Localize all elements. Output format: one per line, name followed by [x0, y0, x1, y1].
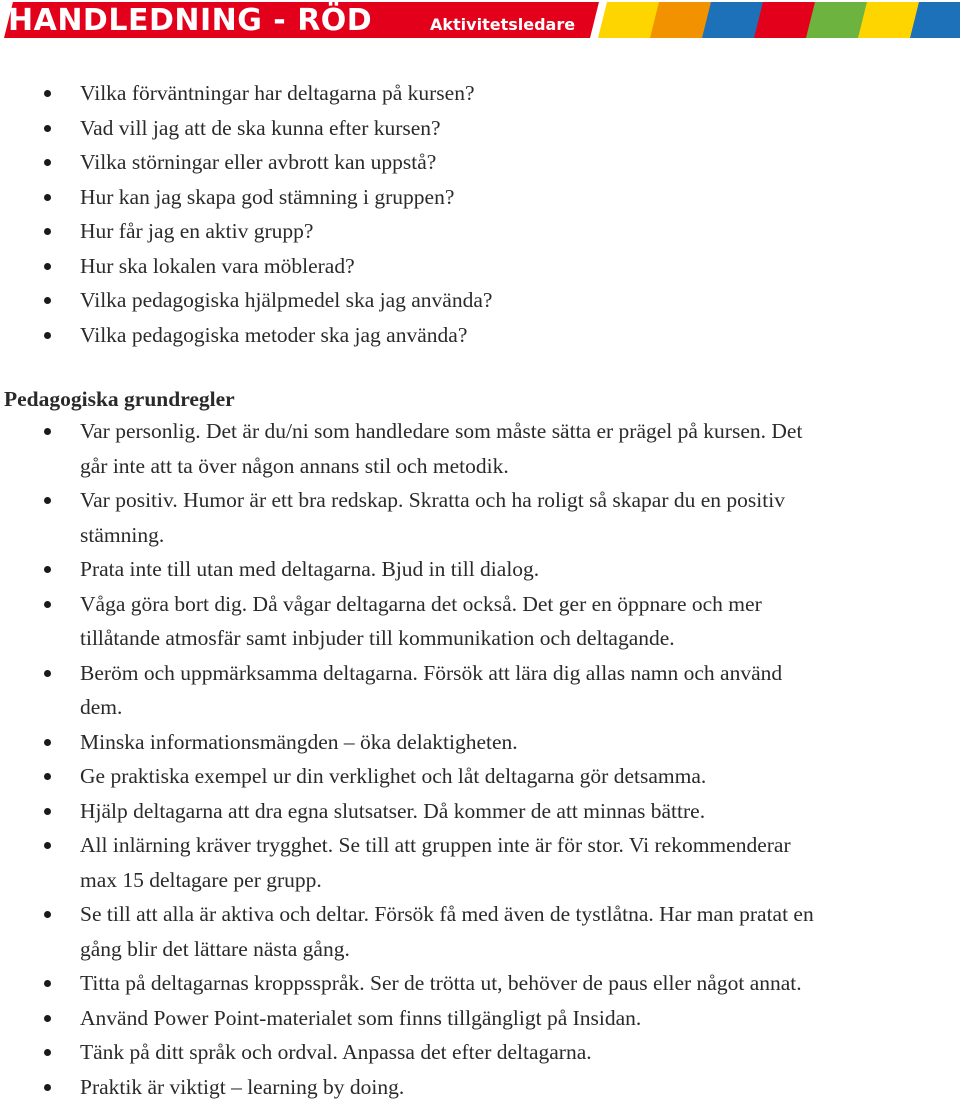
- bullet-icon: [44, 1015, 51, 1022]
- question-item: [0, 214, 960, 249]
- question-text: Hur kan jag skapa god stämning i gruppen?: [80, 184, 455, 209]
- rule-text-line: går inte att ta över någon annans stil och metodik.: [80, 453, 509, 478]
- rule-text-line: Hjälp deltagarna att dra egna slutsatser. Då kommer de att minnas bättre.: [80, 798, 706, 823]
- question-item: [0, 318, 960, 353]
- bullet-icon: [44, 911, 51, 918]
- question-item: [0, 145, 960, 180]
- question-text: Vilka förväntningar har deltagarna på kursen?: [80, 81, 475, 105]
- rule-text-line: Minska informationsmängden – öka delaktigheten.: [80, 729, 518, 754]
- question-list: [0, 76, 960, 352]
- rule-item: [0, 656, 960, 725]
- rule-text-line: All inlärning kräver trygghet. Se till att gruppen inte är för stor. Vi rekommenderar: [80, 833, 791, 857]
- question-text: Vilka störningar eller avbrott kan uppstå?: [80, 150, 437, 174]
- rule-text-line: max 15 deltagare per grupp.: [80, 867, 322, 892]
- rule-item: [0, 794, 960, 829]
- rule-item: [0, 587, 960, 656]
- bullet-icon: [44, 842, 51, 849]
- bullet-icon: [44, 1049, 51, 1056]
- bullet-icon: [44, 332, 51, 339]
- rule-item: [0, 552, 960, 587]
- question-text: Vilka pedagogiska hjälpmedel ska jag använda?: [80, 288, 493, 312]
- question-item: [0, 76, 960, 111]
- rule-text-line: Se till att alla är aktiva och deltar. Försök få med även de tystlåtna. Har man pratat en: [80, 902, 814, 926]
- rule-text-line: Var personlig. Det är du/ni som handledare som måste sätta er prägel på kursen. Det: [80, 419, 803, 443]
- rule-text-line: gång blir det lättare nästa gång.: [80, 936, 350, 961]
- banner-stripe: [910, 2, 960, 38]
- rule-item: [0, 897, 960, 966]
- rule-text-line: dem.: [80, 695, 123, 719]
- rule-item: [0, 966, 960, 1001]
- bullet-icon: [44, 808, 51, 815]
- bullet-icon: [44, 194, 51, 201]
- rule-text-line: Tänk på ditt språk och ordval. Anpassa det efter deltagarna.: [80, 1040, 592, 1064]
- rules-list: [0, 414, 960, 1104]
- document-body: [0, 76, 960, 1104]
- bullet-icon: [44, 228, 51, 235]
- bullet-icon: [44, 980, 51, 987]
- rule-text-line: stämning.: [80, 522, 165, 547]
- banner-title: HANDLEDNING - RÖD: [8, 3, 373, 38]
- rule-text-line: Använd Power Point-materialet som finns tillgängligt på Insidan.: [80, 1005, 642, 1030]
- bullet-icon: [44, 670, 51, 677]
- rule-item: [0, 759, 960, 794]
- header-banner: [0, 0, 960, 42]
- rule-text-line: Var positiv. Humor är ett bra redskap. Skratta och ha roligt så skapar du en positiv: [80, 488, 785, 512]
- question-item: [0, 283, 960, 318]
- bullet-icon: [44, 601, 51, 608]
- bullet-icon: [44, 497, 51, 504]
- bullet-icon: [44, 566, 51, 573]
- rule-text-line: Ge praktiska exempel ur din verklighet och låt deltagarna gör detsamma.: [80, 764, 707, 788]
- bullet-icon: [44, 90, 51, 97]
- rule-item: [0, 725, 960, 760]
- rule-text-line: Titta på deltagarnas kroppsspråk. Ser de trötta ut, behöver de paus eller något annat.: [80, 971, 802, 995]
- rule-item: [0, 828, 960, 897]
- bullet-icon: [44, 159, 51, 166]
- question-text: Vad vill jag att de ska kunna efter kursen?: [80, 115, 441, 140]
- question-text: Hur ska lokalen vara möblerad?: [80, 253, 355, 278]
- section-heading: Pedagogiska grundregler: [4, 387, 235, 411]
- bullet-icon: [44, 263, 51, 270]
- question-item: [0, 180, 960, 215]
- question-item: [0, 111, 960, 146]
- bullet-icon: [44, 1084, 51, 1091]
- bullet-icon: [44, 739, 51, 746]
- rule-text-line: Beröm och uppmärksamma deltagarna. Försök att lära dig allas namn och använd: [80, 660, 783, 685]
- bullet-icon: [44, 297, 51, 304]
- rule-item: [0, 483, 960, 552]
- question-text: Hur får jag en aktiv grupp?: [80, 219, 314, 243]
- bullet-icon: [44, 428, 51, 435]
- bullet-icon: [44, 125, 51, 132]
- rule-text-line: Praktik är viktigt – learning by doing.: [80, 1074, 405, 1099]
- question-item: [0, 249, 960, 284]
- rule-item: [0, 414, 960, 483]
- rule-text-line: Våga göra bort dig. Då vågar deltagarna det också. Det ger en öppnare och mer: [80, 591, 762, 616]
- banner-subtitle: Aktivitetsledare: [430, 15, 576, 34]
- bullet-icon: [44, 773, 51, 780]
- rule-text-line: Prata inte till utan med deltagarna. Bjud in till dialog.: [80, 557, 540, 581]
- rule-item: [0, 1035, 960, 1070]
- rule-item: [0, 1070, 960, 1105]
- question-text: Vilka pedagogiska metoder ska jag använda?: [80, 322, 468, 347]
- rule-text-line: tillåtande atmosfär samt inbjuder till kommunikation och deltagande.: [80, 626, 675, 650]
- rule-item: [0, 1001, 960, 1036]
